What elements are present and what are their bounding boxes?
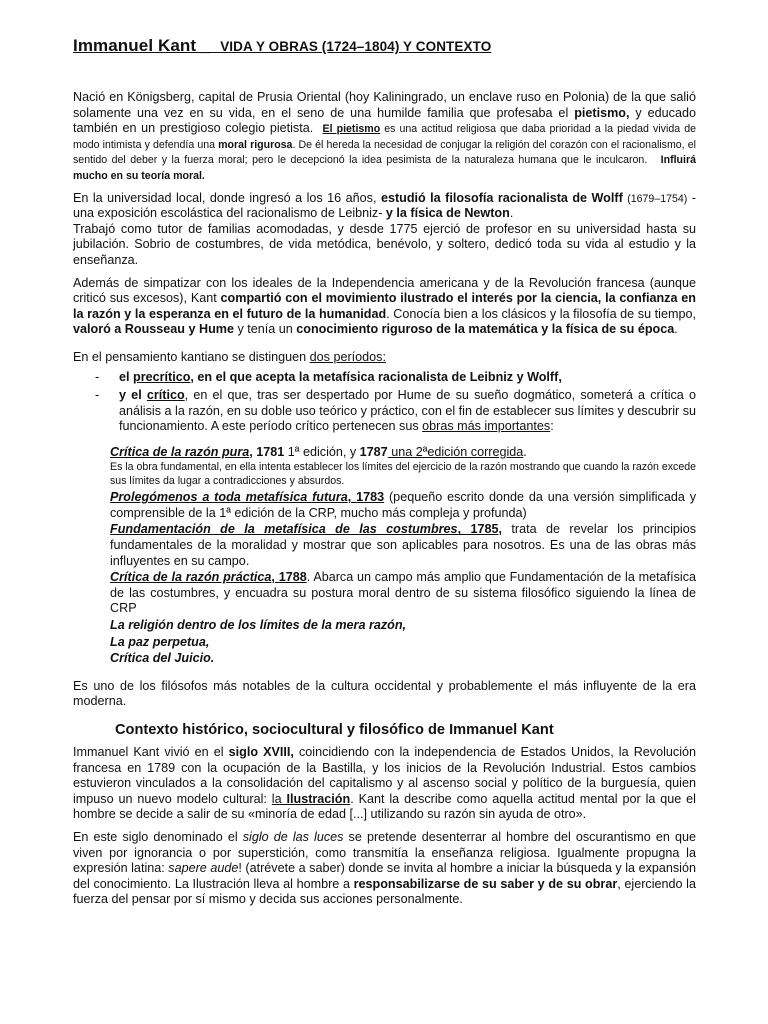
university-newton: y la física de Newton bbox=[385, 206, 510, 221]
work-3-desc: trata de revelar los principios fundamentales de la moralidad y mostrar que son aplicables para nosotros. Es una de las obras más influyentes en su campo. bbox=[110, 522, 696, 568]
period-1-name: precrítico bbox=[133, 369, 191, 384]
context-1-century: siglo XVIII, bbox=[228, 745, 294, 759]
ideals-text-4: . bbox=[674, 322, 678, 337]
work-judgment bbox=[110, 651, 696, 667]
work-prolegomena bbox=[110, 490, 696, 521]
context-2-sapere-aude: sapere aude bbox=[168, 861, 239, 876]
context-1-text-a: Immanuel Kant vivió en el bbox=[73, 745, 229, 759]
context-1-ilustracion: Ilustración bbox=[286, 791, 351, 806]
context-1-text-c: . Kant la describe como aquella actitud mental por la que el hombre se decide a salir de su «minoría de edad [...] utilizando su razón sin ayuda de otro». bbox=[73, 791, 696, 822]
ideals-bold-2: valoró a Rousseau y Hume bbox=[73, 322, 234, 337]
intro-paragraph bbox=[73, 90, 696, 184]
ideals-text-2: . Conocía bien a los clásicos y la filosofía de su tiempo, bbox=[386, 306, 696, 321]
work-2-year: , 1783 bbox=[347, 490, 385, 505]
work-6-title: La paz perpetua, bbox=[110, 634, 210, 649]
wolff-dates: (1679–1754) bbox=[627, 192, 688, 205]
ideals-paragraph bbox=[73, 276, 696, 338]
work-crp bbox=[110, 445, 696, 461]
pietism-moral: moral rigurosa bbox=[218, 138, 293, 151]
list-item bbox=[73, 388, 696, 435]
context-paragraph-1 bbox=[73, 745, 696, 823]
work-3-comma: , bbox=[498, 522, 502, 537]
period-2-colon: : bbox=[550, 419, 554, 434]
context-2-responsibility: responsabilizarse de su saber y de su obrar bbox=[353, 876, 618, 891]
work-4-desc: . Abarca un campo más amplio que Fundamentación de la metafísica de las costumbres, y encuadra su postura moral dentro de su sistema filosófico siguiendo la línea de CRP bbox=[110, 570, 696, 616]
periods-intro-text: En el pensamiento kantiano se distinguen bbox=[73, 349, 310, 364]
context-2-text-a: En este siglo denominado el bbox=[73, 829, 243, 844]
work-1-title: Crítica de la razón pura bbox=[110, 444, 250, 459]
university-text-1: En la universidad local, donde ingresó a los 16 años, bbox=[73, 190, 381, 205]
work-1-edition: 1ª edición, y bbox=[284, 444, 360, 459]
period-2-works-link: obras más importantes bbox=[422, 419, 551, 434]
context-2-text-b: se pretende desenterrar al hombre del oscurantismo en que viven por ignorancia o por superstición, como transmitía la enseñanza religiosa. Igualmente propugna la expresión latina: bbox=[73, 829, 696, 876]
work-2-desc: (pequeño escrito donde da una versión simplificada y comprensible de la 1ª edición de la CRP, mucho más compleja y profunda) bbox=[110, 490, 696, 520]
period-1-text-b: , en el que acepta la metafísica racionalista de Leibniz y Wolff, bbox=[190, 369, 562, 384]
pietism-influence: Influirá mucho en su teoría moral. bbox=[73, 154, 696, 182]
work-1-year: , 1781 bbox=[249, 444, 285, 459]
work-practical-reason bbox=[110, 570, 696, 617]
work-foundation bbox=[110, 522, 696, 569]
work-3-title: Fundamentación de la metafísica de las costumbres bbox=[110, 522, 458, 537]
intro-text-2: y educado también en un prestigioso colegio pietista. bbox=[73, 105, 696, 136]
work-1-year-2: 1787 bbox=[359, 444, 388, 459]
influence-paragraph: Es uno de los filósofos más notables de la cultura occidental y probablemente el más influyente de la era moderna. bbox=[73, 678, 696, 709]
periods-intro bbox=[73, 350, 696, 366]
ideals-text-1: Además de simpatizar con los ideales de la Independencia americana y de la Revolución francesa (aunque criticó sus excesos), Kant bbox=[73, 275, 696, 306]
university-wolff: estudió la filosofía racionalista de Wolff bbox=[380, 190, 623, 205]
university-text-4: Trabajó como tutor de familias acomodadas, y desde 1775 ejerció de profesor en su universidad hasta su jubilación. Sobrio de costumbres, de vida metódica, benévolo, y soltero, dedicó toda su vida al estudio y la enseñanza. bbox=[73, 221, 696, 267]
works-list bbox=[110, 445, 696, 667]
context-1-article: la bbox=[271, 791, 287, 806]
title-main: Immanuel Kant _ bbox=[73, 36, 211, 55]
work-crp-note: Es la obra fundamental, en ella intenta establecer los límites del ejercicio de la razón mostrando que cuando la razón excede sus límites da lugar a contradicciones y absurdos. bbox=[110, 461, 696, 487]
work-4-year: , 1788 bbox=[271, 570, 307, 585]
work-1-edition-2: una 2ªedición corregida bbox=[387, 444, 524, 459]
work-1-end: . bbox=[523, 444, 527, 459]
pietism-note-1: es una actitud religiosa que daba prioridad a la piedad vivida de modo intimista y defendía una bbox=[73, 123, 696, 151]
context-2-siglo-luces: siglo de las luces bbox=[242, 829, 344, 844]
period-2-name: crítico bbox=[146, 388, 185, 403]
context-paragraph-2 bbox=[73, 830, 696, 908]
intro-pietismo: pietismo, bbox=[574, 105, 630, 120]
context-2-text-d: , ejerciendo la fuerza del pensar por sí mismo y decida sus acciones personalmente. bbox=[73, 876, 696, 907]
work-7-title: Crítica del Juicio. bbox=[110, 651, 215, 666]
university-paragraph bbox=[73, 191, 696, 269]
pietism-term: El pietismo bbox=[322, 123, 381, 136]
university-text-3: . bbox=[509, 206, 514, 221]
period-2-text-b: , en el que, tras ser despertado por Hume de su sueño dogmático, someterá a crítica o análisis a la razón, en su doble uso teórico y práctico, con el fin de establecer sus límites y descubrir su funcionamiento. A este período crítico pertenecen sus bbox=[119, 388, 696, 434]
list-item bbox=[73, 370, 696, 386]
ideals-text-3: y tenía un bbox=[233, 322, 297, 337]
work-3-year: , 1785 bbox=[457, 522, 499, 537]
work-4-title: Crítica de la razón práctica bbox=[110, 570, 272, 585]
context-2-text-c: ! (atrévete a saber) donde se invita al hombre a iniciar la búsqueda y la expansión del conocimiento. La Ilustración lleva al hombre a bbox=[73, 861, 696, 891]
university-text-2: - una exposición escolástica del racionalismo de Leibniz- bbox=[73, 190, 696, 221]
context-1-text-b: coincidiendo con la independencia de Estados Unidos, la Revolución francesa en 1789 con la ocupación de la Bastilla, y los inicios de la Revolución Industrial. Estos cambios estuvieron vinculados a la consolidación del capitalismo y al ascenso social y político de la burguesía, quien impuso un nuevo modelo cultural: bbox=[73, 745, 696, 806]
list-dash: - bbox=[95, 388, 100, 403]
ideals-bold-3: conocimiento riguroso de la matemática y la física de su época bbox=[296, 322, 675, 337]
work-5-title: La religión dentro de los límites de la mera razón, bbox=[110, 618, 407, 633]
period-2-text-a: y el bbox=[119, 388, 147, 403]
work-2-title: Prolegómenos a toda metafísica futura bbox=[110, 490, 348, 505]
pietism-note-2: . De él hereda la necesidad de conjugar la religión del corazón con el racionalismo, el sentido del deber y la fuerza moral; pero le decepcionó la idea pesimista de la naturaleza humana que le inculcaron. bbox=[73, 138, 696, 167]
intro-text-1: Nació en Königsberg, capital de Prusia Oriental (hoy Kaliningrado, un enclave ruso en Polonia) de la que salió solamente una vez en su vida, en el seno de una humilde familia que profesaba el bbox=[73, 90, 696, 120]
list-dash: - bbox=[95, 369, 100, 384]
document-title bbox=[73, 36, 696, 56]
period-1-text-a: el bbox=[119, 369, 134, 384]
periods-list bbox=[73, 370, 696, 435]
work-religion bbox=[110, 618, 696, 634]
ideals-bold-1: compartió con el movimiento ilustrado el interés por la ciencia, la confianza en la razón y la esperanza en el futuro de la humanidad bbox=[73, 291, 696, 321]
context-heading: Contexto histórico, sociocultural y filosófico de Immanuel Kant bbox=[115, 722, 554, 738]
periods-intro-underlined: dos períodos: bbox=[309, 349, 386, 364]
work-perpetual-peace bbox=[110, 635, 696, 651]
title-sub: VIDA Y OBRAS (1724–1804) Y CONTEXTO bbox=[220, 39, 492, 54]
